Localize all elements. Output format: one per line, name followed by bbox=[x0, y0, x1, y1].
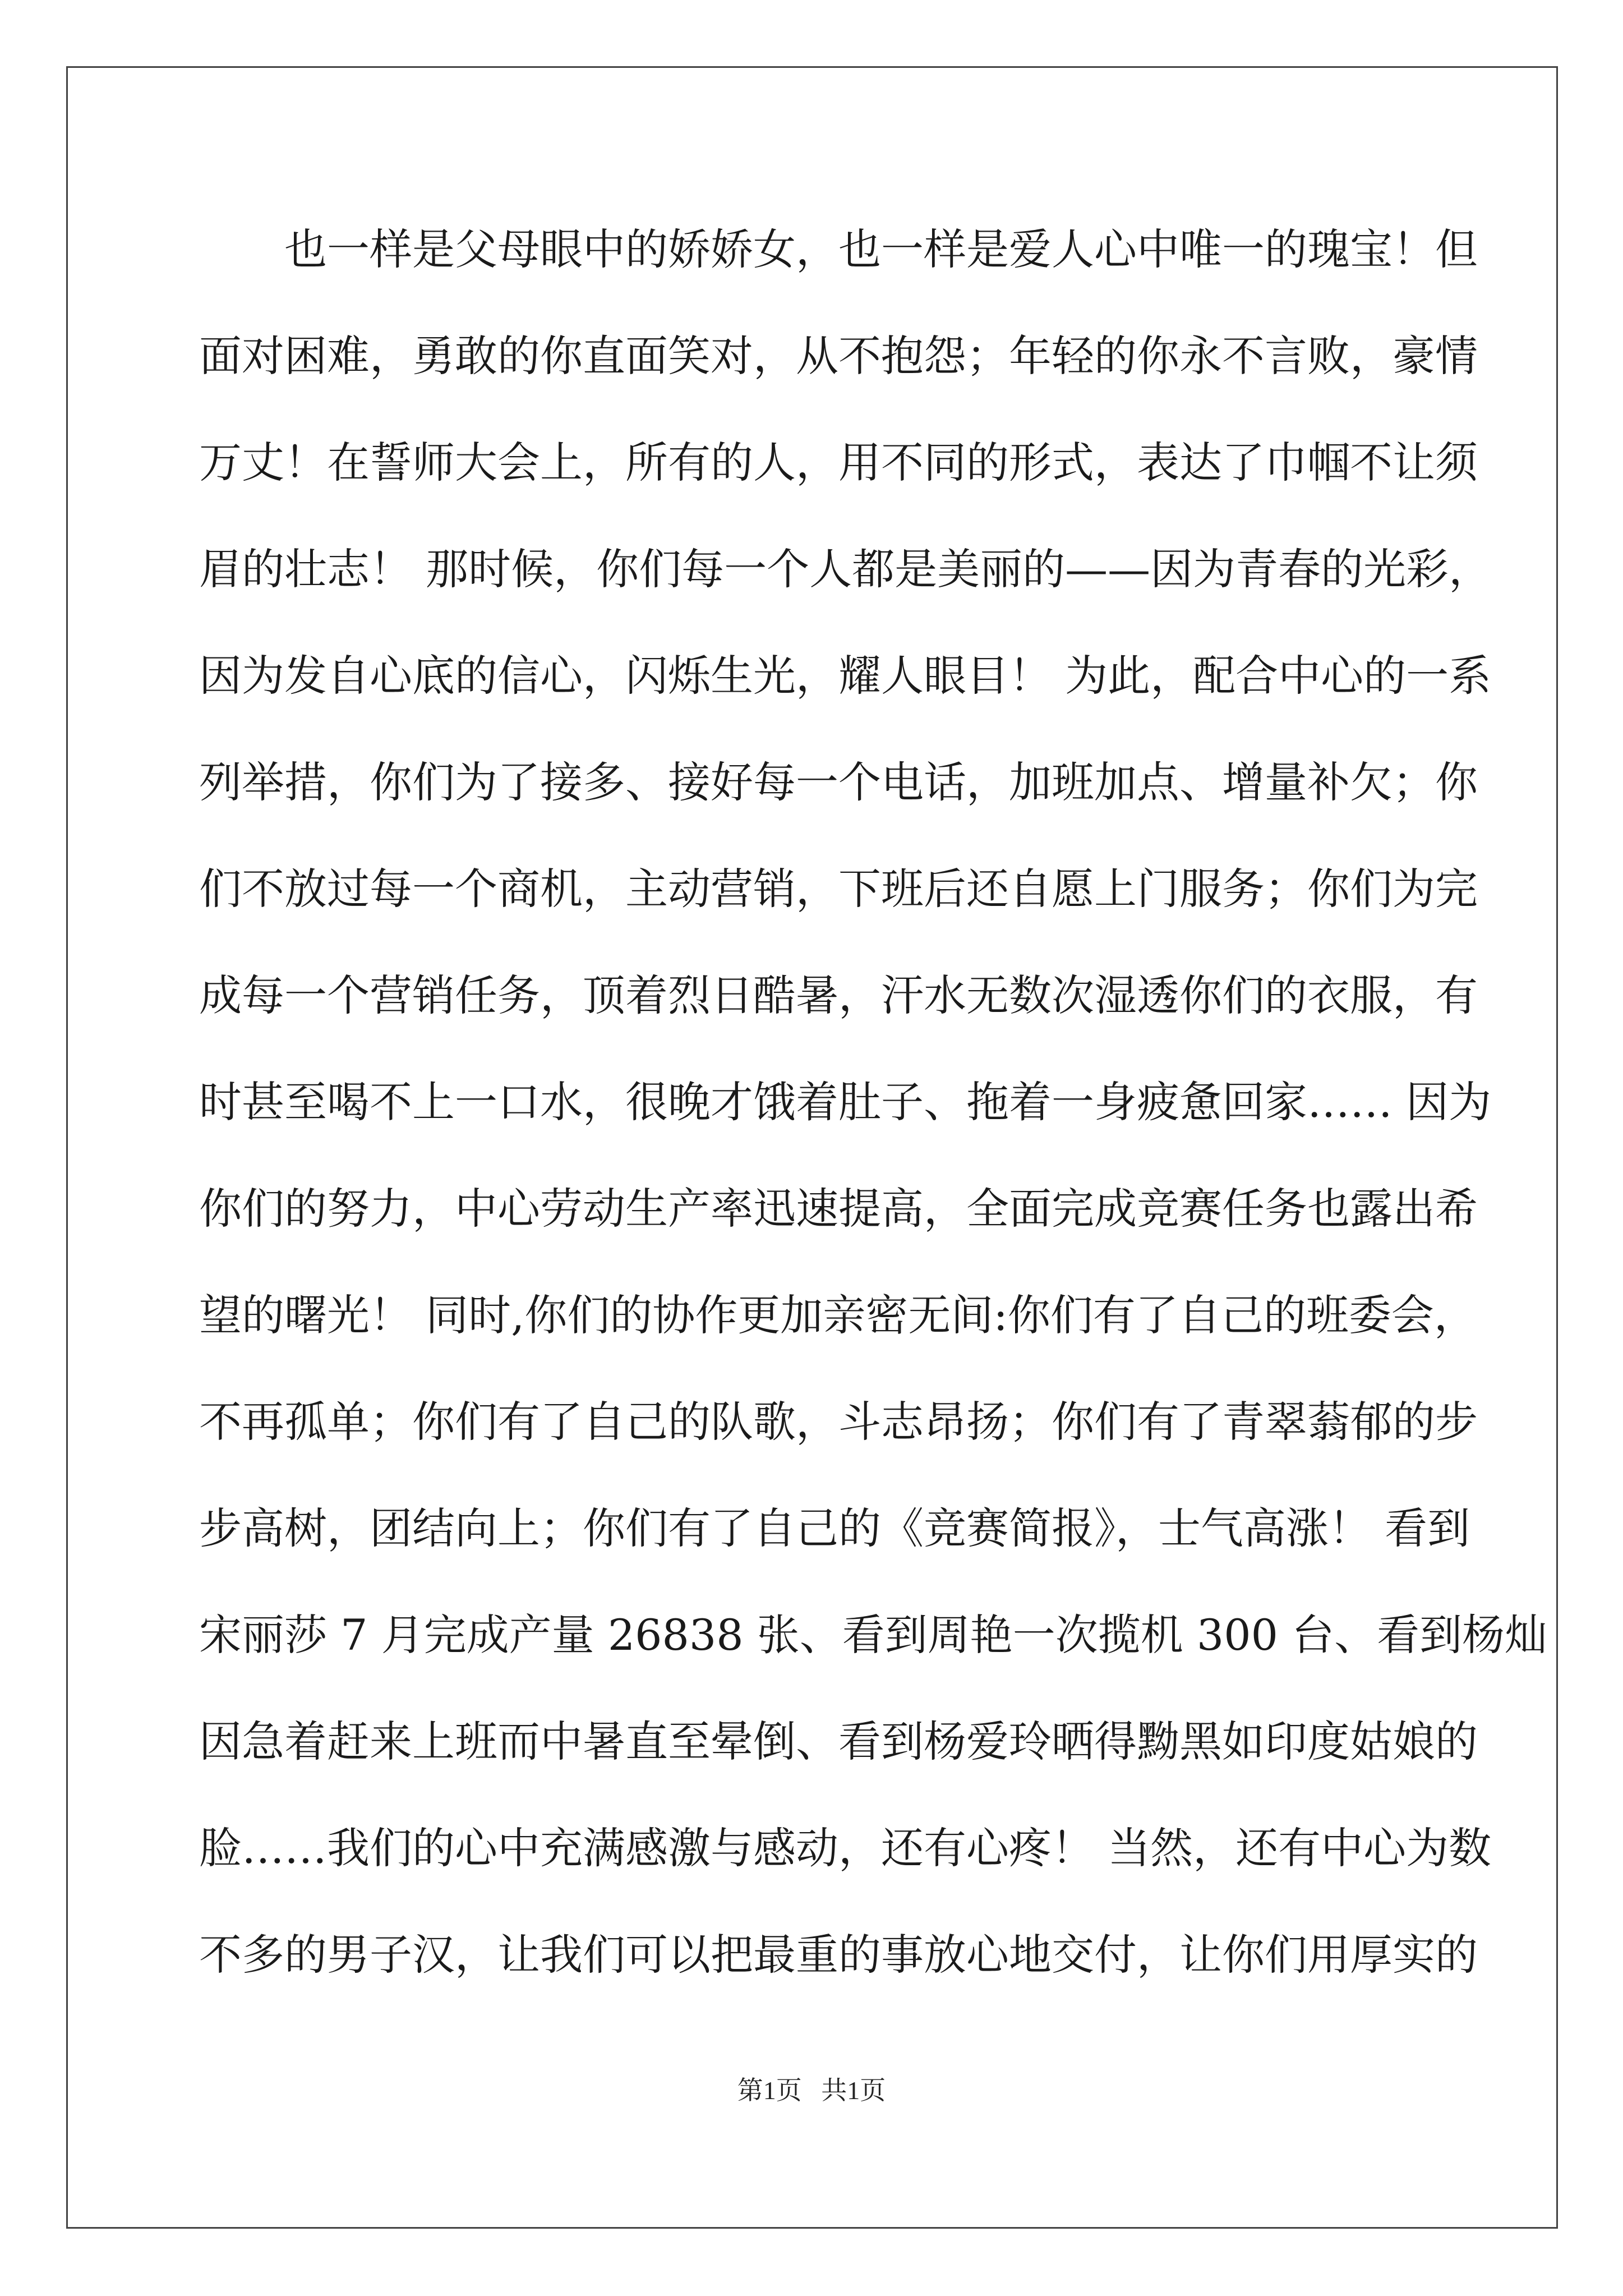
text-line: 万丈！在誓师大会上，所有的人，用不同的形式，表达了巾帼不让须 bbox=[199, 438, 1478, 487]
text-line: 你们的努力，中心劳动生产率迅速提高，全面完成竞赛任务也露出希 bbox=[199, 1184, 1478, 1234]
text-line: 因为发自心底的信心，闪烁生光，耀人眼目！ 为此，配合中心的一系 bbox=[199, 651, 1492, 701]
text-line: 步高树，团结向上；你们有了自己的《竞赛简报》，士气高涨！ 看到 bbox=[199, 1503, 1470, 1553]
text-line: 宋丽莎 7 月完成产量 26838 张、看到周艳一次揽机 300 台、看到杨灿 bbox=[199, 1610, 1548, 1660]
page-footer: 第1页 共1页 bbox=[737, 2076, 886, 2105]
text-line: 成每一个营销任务，顶着烈日酷暑，汗水无数次湿透你们的衣服，有 bbox=[199, 970, 1478, 1020]
text-line: 不多的男子汉，让我们可以把最重的事放心地交付，让你们用厚实的 bbox=[199, 1930, 1478, 1980]
text-line: 面对困难，勇敢的你直面笑对，从不抱怨；年轻的你永不言败，豪情 bbox=[199, 331, 1478, 381]
text-line: 列举措，你们为了接多、接好每一个电话，加班加点、增量补欠；你 bbox=[199, 757, 1478, 807]
text-line: 望的曙光！ 同时,你们的协作更加亲密无间:你们有了自己的班委会， bbox=[199, 1290, 1477, 1340]
text-line: 眉的壮志！ 那时候，你们每一个人都是美丽的——因为青春的光彩， bbox=[199, 544, 1492, 594]
text-line: 不再孤单；你们有了自己的队歌，斗志昂扬；你们有了青翠蓊郁的步 bbox=[199, 1397, 1478, 1447]
text-line: 们不放过每一个商机，主动营销，下班后还自愿上门服务；你们为完 bbox=[199, 864, 1478, 914]
document-body bbox=[199, 216, 1548, 2028]
text-line: 脸……我们的心中充满感激与感动，还有心疼！ 当然，还有中心为数 bbox=[199, 1823, 1492, 1873]
text-line: 因急着赶来上班而中暑直至晕倒、看到杨爱玲晒得黝黑如印度姑娘的 bbox=[199, 1717, 1478, 1766]
text-line: 也一样是父母眼中的娇娇女，也一样是爱人心中唯一的瑰宝！但 bbox=[284, 224, 1478, 274]
text-line: 时甚至喝不上一口水，很晚才饿着肚子、拖着一身疲惫回家…… 因为 bbox=[199, 1077, 1492, 1127]
